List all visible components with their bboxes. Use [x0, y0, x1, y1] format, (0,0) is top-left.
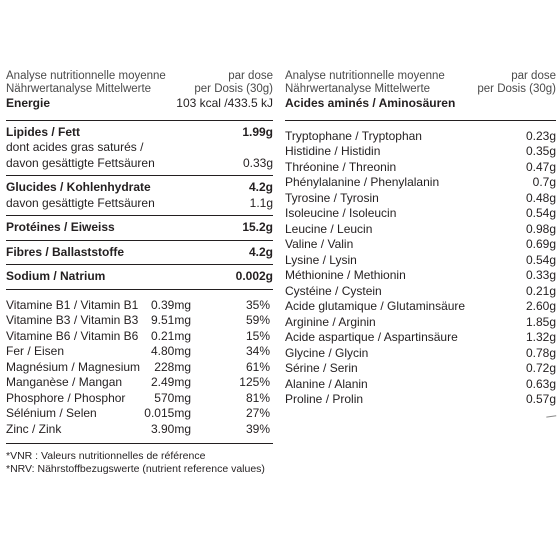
micronutrient-row: [6, 313, 273, 329]
amino-acid-row: [285, 144, 556, 160]
amino-acid-value: 0.54g: [525, 252, 556, 267]
amino-acid-value: 0.69g: [525, 237, 556, 251]
micronutrient-nrv: 39%: [245, 421, 270, 436]
header-col2-de: per Dosis (30g): [194, 83, 273, 95]
sodium-row: [6, 269, 273, 285]
amino-acid-label: Arginine / Arginin: [285, 314, 376, 329]
amino-acid-label: Histidine / Histidin: [285, 144, 381, 158]
micronutrient-row: [6, 360, 273, 376]
amino-acid-value: 0.35g: [525, 144, 556, 158]
amino-acid-value: 0.54g: [525, 206, 556, 220]
amino-acid-label: Valine / Valin: [285, 237, 354, 251]
amino-acid-row: [285, 206, 556, 222]
carb-value: 4.2g: [248, 180, 273, 194]
footnote-nrv: *NRV: Nährstoffbezugswerte (nutrient reference values): [6, 463, 265, 475]
micronutrient-nrv: 35%: [245, 297, 270, 312]
micronutrient-row: [6, 344, 273, 360]
micronutrient-value: 2.49mg: [150, 375, 191, 389]
right-bottom-mark: [285, 412, 556, 418]
header-col2-fr: par dose: [228, 70, 273, 82]
amino-acid-label: Cystéine / Cystein: [285, 283, 382, 298]
micronutrient-label: Vitamine B3 / Vitamin B3: [6, 313, 139, 327]
micronutrient-row: [6, 391, 273, 407]
fibre-block: [6, 241, 273, 265]
amino-acid-value: 1.32g: [525, 330, 556, 344]
header-col2-de: per Dosis (30g): [477, 83, 556, 95]
micronutrient-label: Manganèse / Mangan: [6, 375, 123, 389]
amino-acid-value: 0.78g: [525, 345, 556, 360]
amino-acid-value: 0.98g: [525, 221, 556, 236]
micronutrient-label: Fer / Eisen: [6, 344, 65, 358]
amino-acid-value: 0.33g: [525, 268, 556, 282]
sodium-label: Sodium / Natrium: [6, 269, 106, 283]
micronutrient-value: 0.015mg: [144, 406, 191, 420]
amino-acid-row: [285, 315, 556, 331]
fibre-row: [6, 245, 273, 261]
header-col1-de: Nährwertanalyse Mittelwerte: [285, 83, 431, 95]
sodium-value: 0.002g: [235, 269, 273, 283]
micronutrient-label: Vitamine B6 / Vitamin B6: [6, 328, 139, 343]
carb-label: davon gesättigte Fettsäuren: [6, 195, 155, 210]
amino-acid-value: 0.21g: [525, 283, 556, 298]
amino-acid-value: 2.60g: [525, 299, 556, 313]
lipid-value: 1.99g: [242, 124, 273, 139]
amino-acid-row: [285, 160, 556, 176]
amino-acid-label: Phénylalanine / Phenylalanin: [285, 175, 440, 189]
amino-acid-label: Thréonine / Threonin: [285, 159, 397, 174]
amino-acid-label: Acide aspartique / Aspartinsäure: [285, 330, 458, 344]
nutrition-table-left: [6, 70, 273, 444]
micronutrient-nrv: 59%: [245, 313, 270, 327]
lipid-label: davon gesättigte Fettsäuren: [6, 155, 155, 170]
carb-row: [6, 180, 273, 196]
left-header: [6, 70, 273, 96]
amino-title-row: [285, 96, 556, 112]
micronutrient-nrv: 27%: [245, 406, 270, 420]
protein-label: Protéines / Eiweiss: [6, 220, 115, 234]
micronutrient-row: [6, 422, 273, 438]
micronutrient-value: 4.80mg: [150, 344, 191, 358]
amino-acid-label: Proline / Prolin: [285, 392, 364, 406]
amino-acid-value: 0.23g: [525, 128, 556, 143]
lipid-row: [6, 125, 273, 141]
amino-acid-row: [285, 237, 556, 253]
amino-acid-value: 0.7g: [532, 175, 556, 189]
amino-acid-label: Sérine / Serin: [285, 361, 358, 375]
divider: [6, 443, 273, 444]
header-col1-fr: Analyse nutritionnelle moyenne: [285, 70, 445, 82]
amino-acid-row: [285, 284, 556, 300]
micronutrient-row: [6, 298, 273, 314]
amino-acid-label: Leucine / Leucin: [285, 221, 373, 236]
amino-acid-row: [285, 299, 556, 315]
micronutrient-nrv: 61%: [245, 359, 270, 374]
micronutrient-nrv: 34%: [245, 344, 270, 358]
amino-acid-label: Isoleucine / Isoleucin: [285, 206, 397, 220]
micronutrient-row: [6, 329, 273, 345]
amino-acid-row: [285, 175, 556, 191]
micronutrient-value: 570mg: [154, 390, 191, 405]
energy-row: [6, 96, 273, 112]
amino-acid-row: [285, 191, 556, 207]
amino-acid-row: [285, 222, 556, 238]
protein-block: [6, 216, 273, 240]
footnotes: [6, 450, 265, 476]
amino-acid-row: [285, 346, 556, 362]
amino-title: Acides aminés / Aminosäuren: [285, 96, 456, 110]
amino-acid-value: 0.72g: [525, 361, 556, 375]
amino-acid-row: [285, 129, 556, 145]
amino-acid-label: Tyrosine / Tyrosin: [285, 190, 379, 205]
amino-acid-row: [285, 377, 556, 393]
amino-acid-value: 0.63g: [525, 376, 556, 391]
micronutrient-value: 0.21mg: [150, 328, 191, 343]
amino-acid-label: Alanine / Alanin: [285, 376, 368, 391]
lipid-label: Lipides / Fett: [6, 124, 81, 139]
protein-value: 15.2g: [242, 220, 273, 234]
corner-mark: [546, 411, 557, 417]
micronutrient-label: Zinc / Zink: [6, 421, 62, 436]
amino-acid-value: 1.85g: [525, 314, 556, 329]
micronutrient-nrv: 125%: [239, 375, 270, 389]
amino-acid-value: 0.57g: [525, 392, 556, 406]
lipid-label: dont acides gras saturés /: [6, 140, 144, 154]
micronutrients-block: [6, 290, 273, 442]
micronutrient-row: [6, 375, 273, 391]
lipids-block: [6, 121, 273, 176]
micronutrient-value: 0.39mg: [150, 297, 191, 312]
nutrition-table-right: [285, 70, 556, 418]
micronutrient-nrv: 15%: [245, 328, 270, 343]
energy-label: Energie: [6, 96, 51, 110]
lipid-row: [6, 156, 273, 172]
sodium-block: [6, 265, 273, 289]
amino-acid-value: 0.48g: [525, 190, 556, 205]
micronutrient-value: 228mg: [154, 359, 191, 374]
carb-value: 1.1g: [249, 195, 273, 210]
carb-label: Glucides / Kohlenhydrate: [6, 180, 151, 194]
micronutrient-label: Phosphore / Phosphor: [6, 390, 126, 405]
amino-acids-block: [285, 121, 556, 412]
header-col1-fr: Analyse nutritionnelle moyenne: [6, 70, 166, 82]
lipid-value: 0.33g: [242, 155, 273, 170]
amino-acid-label: Glycine / Glycin: [285, 345, 369, 360]
amino-acid-row: [285, 253, 556, 269]
amino-acid-value: 0.47g: [525, 159, 556, 174]
amino-acid-row: [285, 330, 556, 346]
micronutrient-value: 3.90mg: [150, 421, 191, 436]
lipid-row: [6, 140, 273, 156]
amino-acid-label: Tryptophane / Tryptophan: [285, 128, 422, 143]
fibre-value: 4.2g: [248, 244, 273, 259]
fibre-label: Fibres / Ballaststoffe: [6, 244, 125, 259]
micronutrient-row: [6, 406, 273, 422]
amino-acid-row: [285, 268, 556, 284]
protein-row: [6, 220, 273, 236]
micronutrient-label: Magnésium / Magnesium: [6, 359, 141, 374]
amino-acid-label: Acide glutamique / Glutaminsäure: [285, 299, 466, 313]
amino-acid-row: [285, 361, 556, 377]
carb-row: [6, 196, 273, 212]
header-col2-fr: par dose: [511, 70, 556, 82]
footnote-vnr: *VNR : Valeurs nutritionnelles de référence: [6, 450, 206, 462]
energy-value: 103 kcal /433.5 kJ: [176, 96, 273, 110]
micronutrient-label: Sélénium / Selen: [6, 406, 97, 420]
right-header: [285, 70, 556, 96]
carbs-block: [6, 176, 273, 215]
amino-acid-label: Lysine / Lysin: [285, 252, 357, 267]
header-col1-de: Nährwertanalyse Mittelwerte: [6, 83, 152, 95]
amino-acid-row: [285, 392, 556, 408]
amino-acid-label: Méthionine / Methionin: [285, 268, 406, 282]
micronutrient-value: 9.51mg: [150, 313, 191, 327]
micronutrient-nrv: 81%: [245, 390, 270, 405]
micronutrient-label: Vitamine B1 / Vitamin B1: [6, 297, 139, 312]
